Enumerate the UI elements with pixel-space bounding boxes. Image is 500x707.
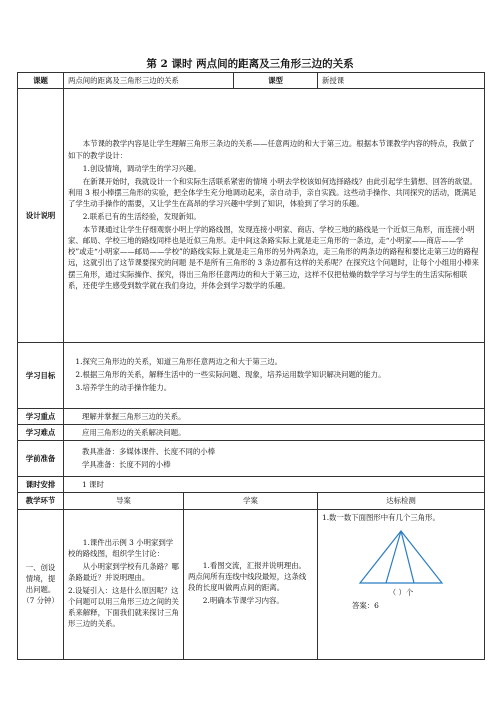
schedule-row [18, 477, 485, 493]
outer-triangle [360, 531, 442, 583]
topic-label: 课题 [18, 73, 64, 89]
stage-1-name-line: 一、创设 [25, 562, 56, 572]
stage-1-check [318, 509, 485, 659]
check-header: 达标检测 [318, 493, 485, 509]
design-paragraph-2: 本节课通过让学生仔细观察小明上学的路线图，发现连接小明家、商店、学校三地的路线是一个近似三角形，而连接小明家、邮局、学校三地的路线同样也是近似三角形。走中间这条路实际上就是走三角形的一条边，走“小明家——商店——学校”或走“小明家——邮局——学校”的路线实际上就是走三角形的另外两条边，走三角形的两条边的路程和要比走第三边的路程远，这就引出了这节课要探究的问题 是不是所有三角形的 3 条边都有这样的关系呢？在探究这个问题时，让每个小组用小棒来摆三角形，通过实际操作、探究，得出三角形任意两边的和大于第三边，这样不仅把枯燥的数学学习与学生的生活实际相联系，还使学生感受到数学就在我们身边，并体会到学习数学的乐趣。 [68, 225, 479, 290]
topic-row [18, 73, 485, 89]
lesson-type-value: 新授课 [318, 73, 485, 89]
stage-1-name-line: 出问题。 [25, 585, 56, 595]
goals-row [18, 343, 485, 409]
topic-value: 两点间的距离及三角形三边的关系 [64, 73, 234, 89]
key-point-label: 学习重点 [18, 409, 64, 425]
stage-1-guide [64, 509, 184, 659]
goal-item: 1.探究三角形边的关系，知道三角形任意两边之和大于第三边。 [75, 356, 282, 366]
goal-item: 2.根据三角形的关系，解释生活中的一些实际问题、现象，培养运用数学知识解决问题的能力。 [75, 370, 386, 380]
goal-item: 3.培养学生的动手操作能力。 [75, 383, 172, 393]
prep-content [64, 441, 485, 477]
answer-text: 答案：6 [352, 600, 379, 610]
study-header: 学案 [184, 493, 318, 509]
design-paragraph-1: 在新课开始时，我就设计一个和实际生活联系紧密的情境 小明去学校该如何选择路线？由此引起学生猜想、回答的欲望。利用 3 根小棒摆三角形的实验，把全体学生充分地调动起来，亲自动手，亲自实践。这些动手操作、共同探究的活动，既满足了学生动手操作的需要，又让学生在高昂的学习兴趣中学到了知识，体验到了学习的乐趣。 [68, 176, 477, 208]
stage-1-name-line: （7 分钟） [22, 596, 59, 606]
prep-label: 学前准备 [18, 441, 64, 477]
inner-line-left [386, 531, 401, 583]
guide-header: 导案 [64, 493, 184, 509]
design-label: 设计说明 [18, 89, 64, 343]
design-intro: 本节课的教学内容是让学生理解三角形三条边的关系——任意两边的和大于第三边。根据本节课教学内容的特点，我做了如下的教学设计： [68, 139, 475, 160]
schedule-label: 课时安排 [18, 477, 64, 493]
guide-item-2: 从小明家到学校有几条路？哪条路最近？并说明理由。 [68, 561, 179, 582]
study-item-1: 1.看图交流，汇报并说明理由。两点间所有连线中线段最短，这条线段的长度叫做两点间的距离。 [188, 560, 307, 593]
lesson-type-label: 课型 [234, 73, 318, 89]
student-prep: 学具准备：长度不同的小棒 [82, 459, 171, 469]
difficulty-label: 学习难点 [18, 425, 64, 441]
design-point-2: 2.联系已有的生活经验，发现新知。 [82, 212, 201, 222]
stage-header: 教学环节 [18, 493, 64, 509]
guide-item-3: 2.设疑引入：这是什么原因呢？这个问题可以用三角形三边之间的关系来解释，下面我们就来探讨三角形三边的关系。 [68, 586, 179, 629]
answer-blank: （ ）个 [388, 587, 414, 597]
triangle-figure [358, 529, 444, 585]
design-row [18, 89, 485, 343]
teacher-prep: 教具准备：多媒体课件、长度不同的小棒 [82, 446, 216, 456]
stage-1-row [18, 509, 485, 659]
design-point-1: 1.创设情境，调动学生的学习兴趣。 [82, 163, 201, 173]
lesson-plan-table [17, 72, 485, 660]
stage-1-study [184, 509, 318, 659]
key-point-value: 理解并掌握三角形三边的关系。 [64, 409, 485, 425]
key-point-row [18, 409, 485, 425]
study-item-2: 2.明确本节课学习内容。 [202, 596, 284, 606]
page-title: 第 2 课时 两点间的距离及三角形三边的关系 [146, 58, 354, 70]
check-question: 1.数一数下面图形中有几个三角形。 [322, 512, 440, 522]
schedule-value: 1 课时 [64, 477, 485, 493]
stage-1-name-line: 情境，提 [25, 573, 56, 583]
guide-item-1: 1.课件出示例 3 小明家到学校的路线图，组织学生讨论： [68, 537, 174, 558]
prep-row [18, 441, 485, 477]
design-content [64, 89, 485, 343]
goals-content [64, 343, 485, 409]
goals-label: 学习目标 [18, 343, 64, 409]
difficulty-row [18, 425, 485, 441]
stage-1-name [18, 509, 64, 659]
column-header-row [18, 493, 485, 509]
difficulty-value: 应用三角形边的关系解决问题。 [64, 425, 485, 441]
